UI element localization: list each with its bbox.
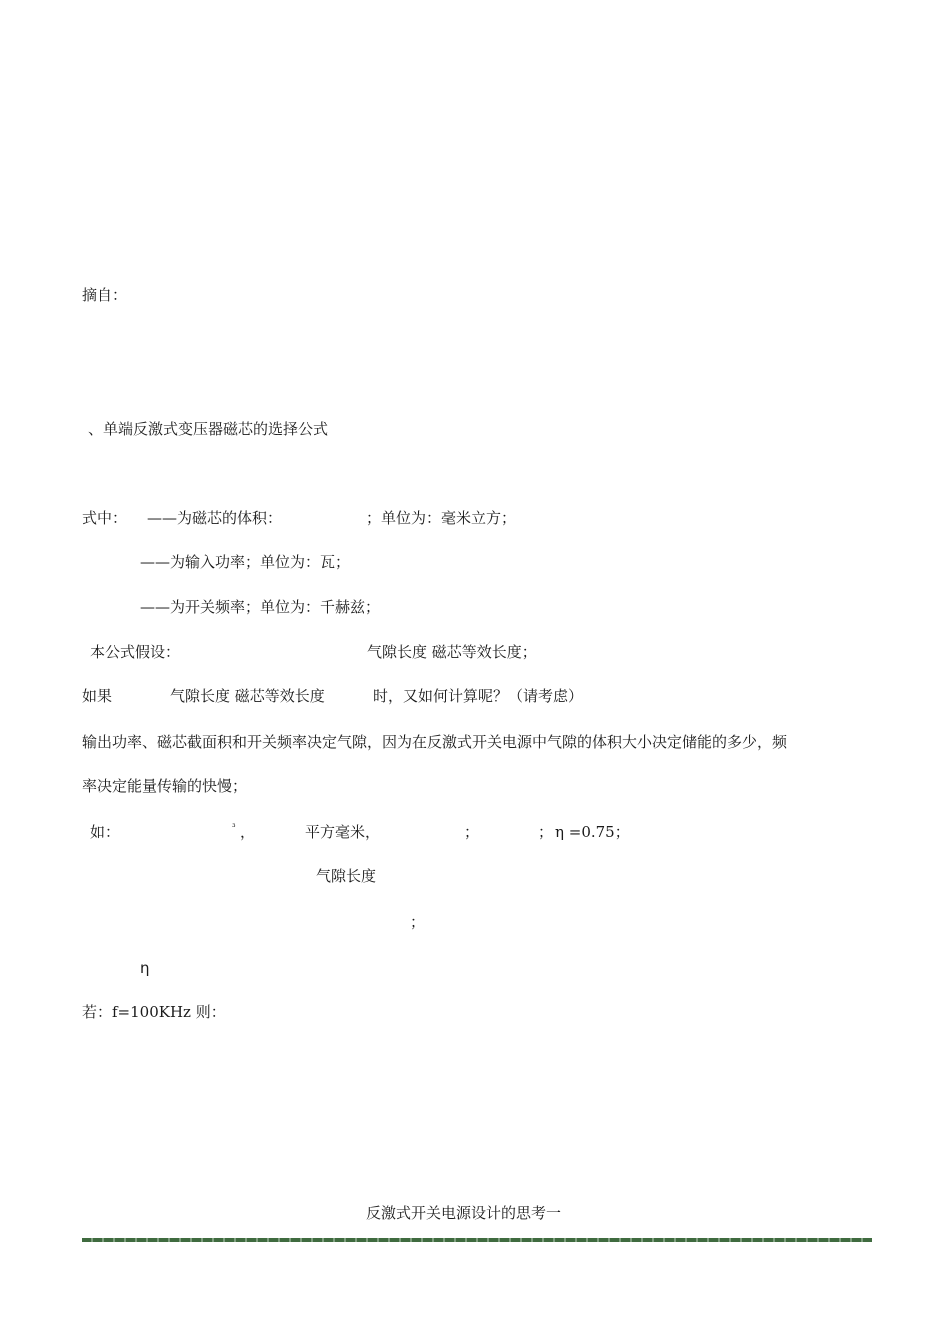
example-semicolon-2: ； [538,823,554,841]
formula-where-prefix: 式中： [82,509,128,527]
if-frequency-line: 若：f=100KHz 则： [82,1003,226,1021]
example-area-unit: 平方毫米， [305,823,381,841]
example-semicolon-1: ； [464,823,480,841]
footer-title: 反激式开关电源设计的思考一 [366,1204,562,1222]
example-eta-value: η =0.75； [555,823,630,841]
assumption-content: 气隙长度 磁芯等效长度； [367,643,537,661]
eta-symbol: η [140,959,150,977]
lone-semicolon: ； [410,913,426,931]
section-title: 、单端反激式变压器磁芯的选择公式 [88,420,329,438]
paragraph-line-1: 输出功率、磁芯截面积和开关频率决定气隙，因为在反激式开关电源中气隙的体积大小决定储能的多少，频 [82,733,788,751]
footer-divider [82,1238,872,1242]
volume-description: ——为磁芯的体积： [147,509,283,527]
paragraph-line-2: 率决定能量传输的快慢； [82,777,248,795]
power-description: ——为输入功率；单位为：瓦； [140,553,351,571]
example-label: 如： [90,823,121,841]
volume-unit: ；单位为：毫米立方； [366,509,517,527]
question-if: 如果 [82,687,113,705]
assumption-label: 本公式假设： [90,643,181,661]
example-superscript: ³ [232,823,236,833]
gap-length-label: 气隙长度 [316,867,377,885]
example-comma: ， [240,823,256,841]
question-content: 气隙长度 磁芯等效长度 [170,687,325,705]
excerpt-label: 摘自： [82,286,128,304]
frequency-description: ——为开关频率；单位为：千赫兹； [140,598,381,616]
question-tail: 时，又如何计算呢？（请考虑） [373,687,584,705]
